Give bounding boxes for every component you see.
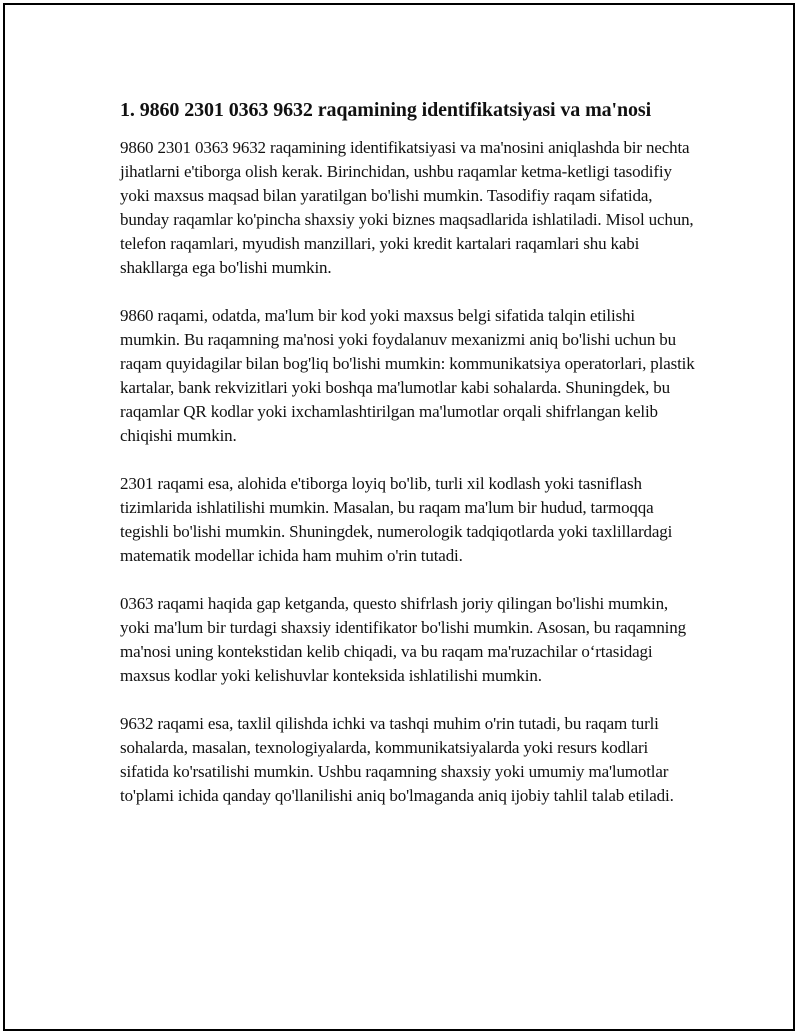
- section-title: 1. 9860 2301 0363 9632 raqamining identifikatsiyasi va ma'nosi: [120, 99, 652, 121]
- paragraph-2301: 2301 raqami esa, alohida e'tiborga loyiq bo'lib, turli xil kodlash yoki tasniflash tizimlarida ishlatilishi mumkin. Masalan, bu raqam ma'lum bir hudud, tarmoqqa tegishli bo'lishi mumkin. Shuningdek, numerologik tadqiqotlarda yoki taxlillardagi matematik modellar ichida ham muhim o'rin tutadi.: [120, 474, 673, 565]
- paragraph-9632: 9632 raqami esa, taxlil qilishda ichki va tashqi muhim o'rin tutadi, bu raqam turli sohalarda, masalan, texnologiyalarda, kommunikatsiyalarda yoki resurs kodlari sifatida ko'rsatilishi mumkin. Ushbu raqamning shaxsiy yoki umumiy ma'lumotlar to'plami ichida qanday qo'llanilishi aniq bo'lmaganda aniq ijobiy tahlil talab etiladi.: [120, 714, 674, 805]
- paragraph-intro: 9860 2301 0363 9632 raqamining identifikatsiyasi va ma'nosini aniqlashda bir nechta jihatlarni e'tiborga olish kerak. Birinchidan, ushbu raqamlar ketma-ketligi tasodifiy yoki maxsus maqsad bilan yaratilgan bo'lishi mumkin. Tasodifiy raqam sifatida, bunday raqamlar ko'pincha shaxsiy yoki biznes maqsadlarida ishlatiladi. Misol uchun, telefon raqamlari, myudish manzillari, yoki kredit kartalari raqamlari shu kabi shakllarga ega bo'lishi mumkin.: [120, 138, 694, 277]
- document-body: [120, 95, 695, 832]
- paragraph-9860: 9860 raqami, odatda, ma'lum bir kod yoki maxsus belgi sifatida talqin etilishi mumkin. Bu raqamning ma'nosi yoki foydalanuv mexanizmi aniq bo'lishi uchun bu raqam quyidagilar bilan bog'liq bo'lishi mumkin: kommunikatsiya operatorlari, plastik kartalar, bank rekvizitlari yoki boshqa ma'lumotlar kabi sohalarda. Shuningdek, bu raqamlar QR kodlar yoki ixchamlashtirilgan ma'lumotlar orqali shifrlangan kelib chiqishi mumkin.: [120, 306, 695, 445]
- page-frame: [3, 3, 795, 1031]
- paragraph-0363: 0363 raqami haqida gap ketganda, questo shifrlash joriy qilingan bo'lishi mumkin, yoki ma'lum bir turdagi shaxsiy identifikator bo'lishi mumkin. Asosan, bu raqamning ma'nosi uning kontekstidan kelib chiqadi, va bu raqam ma'ruzachilar o‘rtasidagi maxsus kodlar yoki kelishuvlar konteksida ishlatilishi mumkin.: [120, 594, 686, 685]
